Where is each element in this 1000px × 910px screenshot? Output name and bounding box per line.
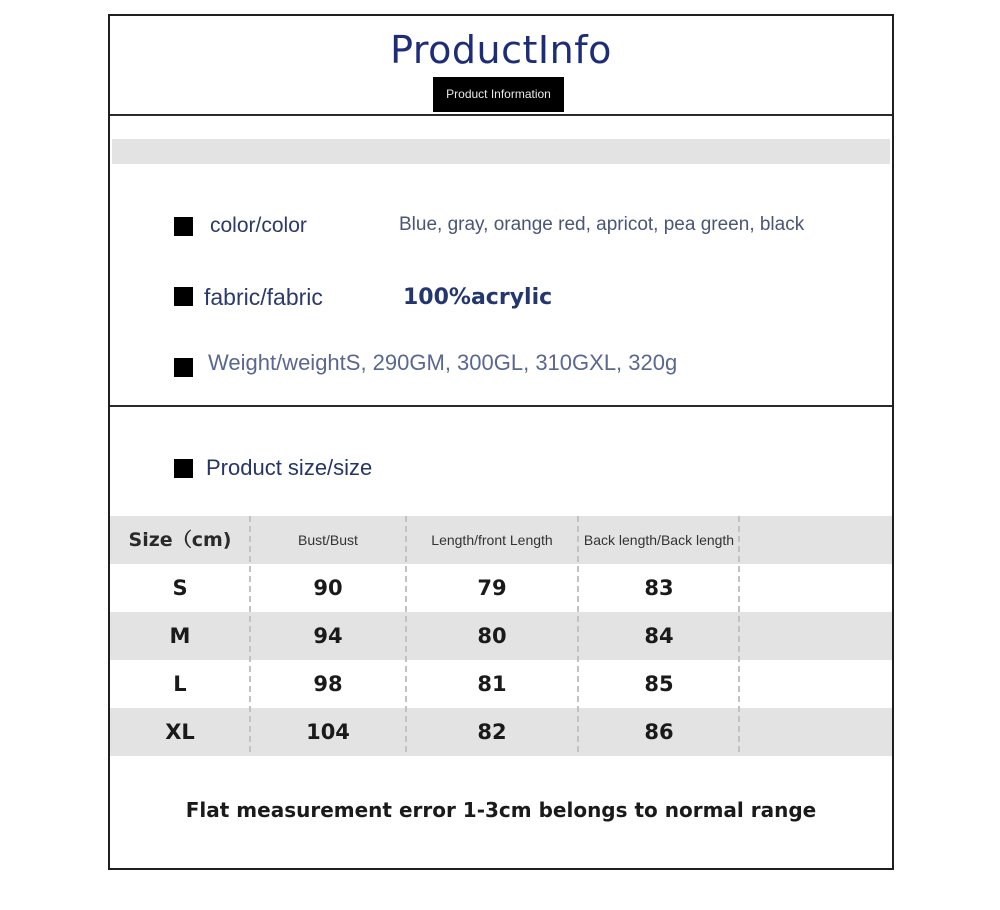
fabric-value: 100%acrylic [403,285,553,310]
subtitle-badge: Product Information [433,77,564,112]
size-section-title: Product size/size [206,455,373,480]
column-divider [577,516,579,752]
product-info-panel [108,14,894,870]
bust-cell: 98 [313,672,343,696]
bust-cell: 94 [313,624,343,648]
table-row [110,708,892,756]
size-table [110,516,892,756]
front-length-cell: 79 [477,576,507,600]
back-length-cell: 83 [644,576,674,600]
page-title: ProductInfo [390,28,612,72]
back-length-cell: 84 [644,624,674,648]
header-divider [110,114,892,116]
color-label: color/color [210,214,307,237]
measurement-note: Flat measurement error 1-3cm belongs to normal range [185,798,817,822]
back-length-cell: 85 [644,672,674,696]
table-row [110,564,892,612]
bullet-square-icon [174,217,193,236]
table-row [110,612,892,660]
column-divider [405,516,407,752]
header-front-length: Length/front Length [431,532,553,548]
weight-text: Weight/weightS, 290GM, 300GL, 310GXL, 320g [208,350,678,375]
size-cell: S [172,576,188,600]
table-row [110,660,892,708]
front-length-cell: 81 [477,672,507,696]
color-value: Blue, gray, orange red, apricot, pea green, black [399,214,805,235]
front-length-cell: 80 [477,624,507,648]
section-divider [110,405,892,407]
table-header-row [110,516,892,564]
column-divider [738,516,740,752]
front-length-cell: 82 [477,720,507,744]
bullet-square-icon [174,459,193,478]
bust-cell: 90 [313,576,343,600]
header-size: Size（cm) [128,529,232,551]
gray-band [112,139,890,164]
size-cell: M [169,624,191,648]
size-cell: XL [165,720,195,744]
back-length-cell: 86 [644,720,674,744]
bullet-square-icon [174,287,193,306]
bullet-square-icon [174,358,193,377]
header-bust: Bust/Bust [298,532,358,548]
fabric-label: fabric/fabric [204,284,323,310]
size-cell: L [173,672,187,696]
column-divider [249,516,251,752]
bust-cell: 104 [306,720,350,744]
header-back-length: Back length/Back length [583,532,735,548]
